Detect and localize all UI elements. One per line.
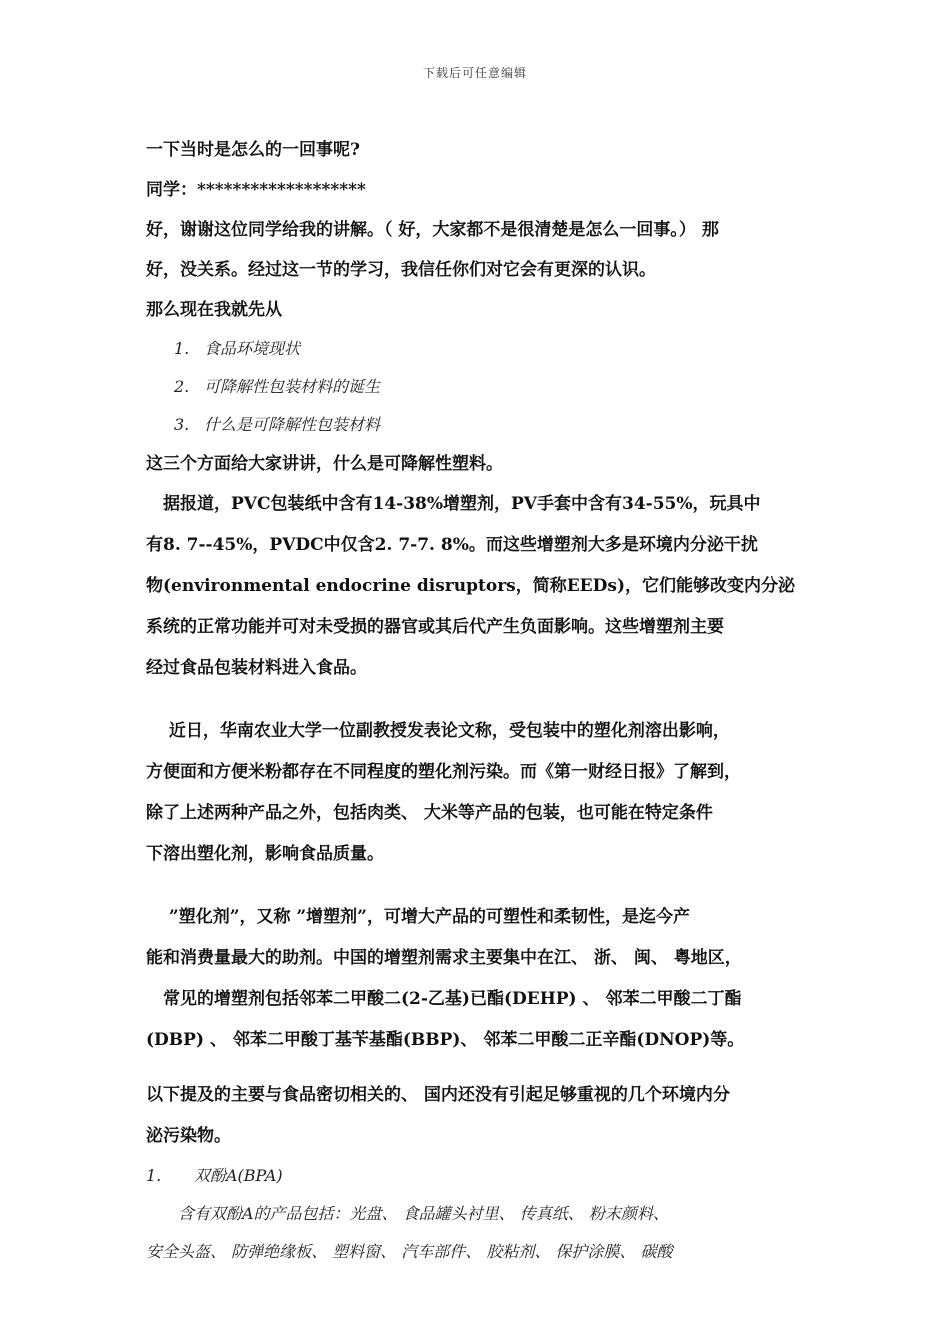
paragraph-plasticizer-definition	[146, 897, 826, 1061]
intro-line-1: 一下当时是怎么的一回事呢?	[146, 140, 360, 160]
paragraph-line: 物(environmental endocrine disruptors，简称EEDs)，它们能够改变内分泌	[146, 576, 795, 596]
paragraph-line: 除了上述两种产品之外，包括肉类、 大米等产品的包装，也可能在特定条件	[146, 803, 713, 823]
paragraph-line: ”塑化剂”，又称 ”增塑剂”，可增大产品的可塑性和柔韧性，是迄今产	[146, 907, 690, 927]
section-heading-bpa	[146, 1157, 826, 1195]
paragraph-line: 泌污染物。	[146, 1126, 231, 1146]
bpa-text-line: 安全头盔、 防弹绝缘板、 塑料窗、 汽车部件、 胶粘剂、 保护涂膜、 碳酸	[146, 1242, 673, 1261]
list-item	[146, 406, 826, 444]
document-body	[146, 130, 826, 1271]
list-item-label: 食品环境现状	[204, 339, 301, 358]
intro-line-2: 同学：*******************	[146, 180, 366, 200]
paragraph-pollutants-intro	[146, 1075, 826, 1157]
paragraph-line: 近日，华南农业大学一位副教授发表论文称，受包装中的塑化剂溶出影响，	[146, 721, 730, 741]
paragraph-news-report	[146, 711, 826, 875]
paragraph-line: 系统的正常功能并可对未受损的器官或其后代产生负面影响。这些增塑剂主要	[146, 617, 724, 637]
paragraph-line: 能和消费量最大的助剂。中国的增塑剂需求主要集中在江、 浙、 闽、 粤地区，	[146, 948, 742, 968]
list-item	[146, 368, 826, 406]
topics-summary: 这三个方面给大家讲讲，什么是可降解性塑料。	[146, 454, 503, 474]
section-title: 双酚A(BPA)	[194, 1166, 283, 1185]
paragraph-line: 下溶出塑化剂，影响食品质量。	[146, 844, 384, 864]
intro-line-3: 好，谢谢这位同学给我的讲解。（ 好，大家都不是很清楚是怎么一回事。） 那	[146, 220, 719, 240]
paragraph-line: 方便面和方便米粉都存在不同程度的塑化剂污染。而《第一财经日报》了解到，	[146, 762, 741, 782]
intro-line-4: 好，没关系。经过这一节的学习，我信任你们对它会有更深的认识。	[146, 260, 656, 280]
paragraph-line: 以下提及的主要与食品密切相关的、 国内还没有引起足够重视的几个环境内分	[146, 1085, 730, 1105]
bpa-text-line: 含有双酚A的产品包括：光盘、 食品罐头衬里、 传真纸、 粉末颜料、	[146, 1204, 669, 1223]
section-number: 1.	[146, 1166, 162, 1185]
intro-line-5: 那么现在我就先从	[146, 300, 282, 320]
list-item-number: 3.	[174, 415, 190, 434]
paragraph-plasticizer-content	[146, 484, 826, 689]
page-header: 下载后可任意编辑	[422, 66, 527, 80]
paragraph-line: 据报道，PVC包装纸中含有14-38%增塑剂，PV手套中含有34-55%，玩具中	[146, 494, 761, 514]
list-item-number: 1.	[174, 339, 190, 358]
list-item-label: 什么是可降解性包装材料	[204, 415, 381, 434]
paragraph-line: 常见的增塑剂包括邻苯二甲酸二(2-乙基)已酯(DEHP) 、 邻苯二甲酸二丁酯	[146, 989, 742, 1009]
list-item	[146, 330, 826, 368]
paragraph-line: 经过食品包装材料进入食品。	[146, 658, 367, 678]
list-item-label: 可降解性包装材料的诞生	[204, 377, 381, 396]
topic-list	[146, 330, 826, 444]
paragraph-line: 有8. 7--45%，PVDC中仅含2. 7-7. 8%。而这些增塑剂大多是环境内分泌干扰	[146, 535, 758, 555]
list-item-number: 2.	[174, 377, 190, 396]
paragraph-line: (DBP) 、 邻苯二甲酸丁基苄基酯(BBP)、 邻苯二甲酸二正辛酯(DNOP)等。	[146, 1030, 745, 1050]
